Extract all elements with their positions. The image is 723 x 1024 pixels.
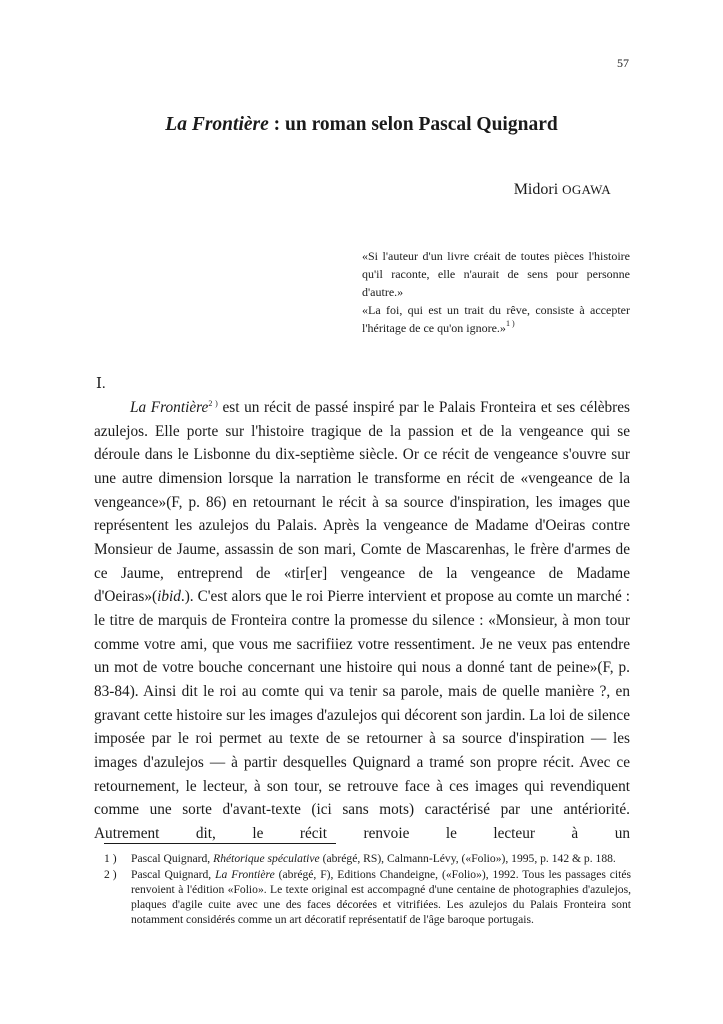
body-note-ref[interactable]: 2 ) bbox=[208, 399, 218, 408]
article-title bbox=[0, 114, 723, 136]
footnote-text bbox=[131, 867, 631, 927]
body-text bbox=[94, 396, 630, 845]
footnote-rule bbox=[104, 843, 336, 844]
footnote-text bbox=[131, 851, 631, 866]
footnote-work-title: Rhétorique spéculative bbox=[213, 852, 320, 865]
body-segment-2: .). C'est alors que le roi Pierre intervient et propose au comte un marché : le titre de marquis de Fronteira contre la promesse du silence : «Monsieur, à mon tour comme votre ami, que vous me sacrifiiez votre ressentiment. Je ne veux pas entendre un mot de votre bouche concernant une histoire qui nous a donné tant de peine»(F, p. 83-84). Ainsi dit le roi au comte qui va tenir sa parole, mais de quelle manière ?, en gravant cette histoire sur les images d'azulejos qui décorent son jardin. La loi de silence imposée par le roi permet au texte de se retourner à sa source d'inspiration — les images d'azulejos — à partir desquelles Quignard a tramé son propre récit. Avec ce retournement, le lecteur, à son tour, se retrouve face à ces images qui revendiquent comme une sorte d'avant-texte (ici sans mots) caractérisé par une antériorité. Autrement dit, le récit renvoie le lecteur à un bbox=[94, 588, 630, 842]
page-number: 57 bbox=[617, 56, 629, 70]
author-given-name: Midori bbox=[513, 181, 559, 198]
footnote-work-title: La Frontière bbox=[215, 868, 275, 881]
body-intro-italic: La Frontière bbox=[130, 399, 209, 416]
footnote-1 bbox=[104, 851, 631, 866]
title-rest: : un roman selon Pascal Quignard bbox=[268, 114, 558, 135]
footnote-2 bbox=[104, 867, 631, 927]
epigraph-quote-1: «Si l'auteur d'un livre créait de toutes pièces l'histoire qu'il raconte, elle n'aurait de sens pour personne d'autre.» bbox=[362, 249, 630, 299]
footnote-pre: Pascal Quignard, bbox=[131, 852, 214, 865]
epigraph bbox=[362, 247, 630, 337]
author-name bbox=[514, 181, 611, 199]
section-heading: Ⅰ. bbox=[96, 376, 106, 392]
body-ibid: ibid bbox=[157, 588, 181, 606]
epigraph-quote-2: «La foi, qui est un trait du rêve, consiste à accepter l'héritage de ce qu'on ignore.» bbox=[362, 303, 630, 335]
footnote-number: 2 ) bbox=[104, 868, 117, 881]
footnote-pre: Pascal Quignard, bbox=[131, 868, 216, 881]
footnotes bbox=[104, 851, 631, 928]
body-paragraph bbox=[94, 396, 630, 845]
body-segment-1: est un récit de passé inspiré par le Palais Fronteira et ses célèbres azulejos. Elle porte sur l'histoire tragique de la passion et de la vengeance qui se déroule dans le Lisbonne du dix-septième siècle. Or ce récit de vengeance s'ouvre sur une autre dimension lorsque la narration le transforme en récit de «vengeance de la vengeance»(F, p. 86) en retournant le récit à sa source d'inspiration, les images que représentent les azulejos du Palais. Après la vengeance de Madame d'Oeiras contre Monsieur de Jaume, assassin de son mari, Comte de Mascarenhas, le frère d'armes de ce Jaume, entreprend de «tir[er] vengeance de la vengeance de Madame d'Oeiras»( bbox=[94, 399, 630, 606]
title-italic: La Frontière bbox=[165, 114, 269, 135]
epigraph-note-ref[interactable]: 1 ) bbox=[505, 319, 515, 328]
footnote-number: 1 ) bbox=[104, 852, 117, 865]
epigraph-quote-2-wrap bbox=[362, 301, 630, 337]
author-family-name: OGAWA bbox=[562, 182, 611, 197]
footnote-post: (abrégé, F), Editions Chandeigne, («Folio»), 1992. Tous les passages cités renvoient à l'édition «Folio». Le texte original est accompagné d'une centaine de photographies d'azulejos, plaques d'agile cuite avec une des faces décorées et vitrifiées. Les azulejos du Palais Fronteira sont notamment considérés comme un art décoratif représentatif de l'âge baroque portugais. bbox=[131, 868, 631, 926]
footnote-post: (abrégé, RS), Calmann-Lévy, («Folio»), 1995, p. 142 & p. 188. bbox=[319, 852, 616, 865]
